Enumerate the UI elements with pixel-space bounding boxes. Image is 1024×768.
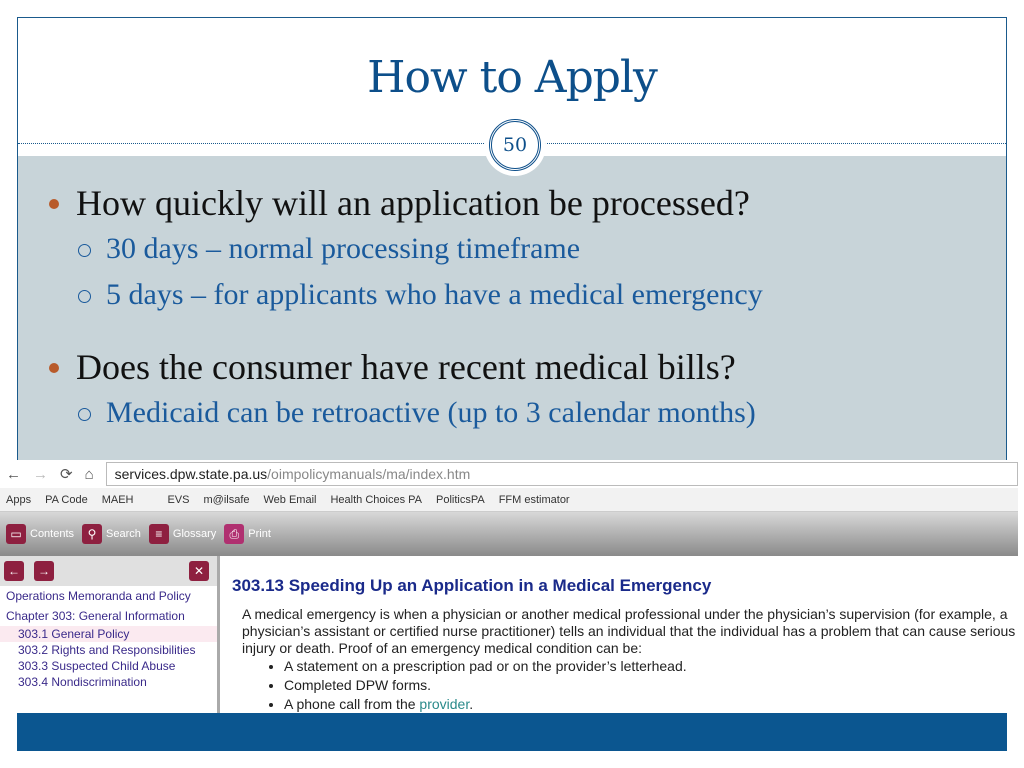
bookmarks-bar [0, 488, 1018, 512]
footer-bar [17, 713, 1007, 751]
address-bar[interactable]: services.dpw.state.pa.us /oimpolicymanuals/ma/index.htm [106, 462, 1018, 486]
home-icon[interactable]: ⌂ [84, 465, 94, 483]
ring-bullet-icon [78, 290, 91, 303]
bookmark[interactable]: MAEH [101, 493, 134, 506]
reload-icon[interactable]: ⟳ [60, 466, 73, 483]
tree-item[interactable]: 303.2 Rights and Responsibilities [18, 643, 196, 657]
bookmark[interactable]: m@ilsafe [203, 493, 250, 506]
print-icon: ⎙ [224, 524, 244, 544]
folder-icon: ▭ [6, 524, 26, 544]
bookmark[interactable]: FFM estimator [498, 493, 570, 506]
ring-bullet-icon [78, 408, 91, 421]
sub-bullet: 5 days – for applicants who have a medical emergency [106, 278, 763, 312]
forward-arrow-icon[interactable]: → [34, 561, 54, 581]
back-icon[interactable]: ← [6, 465, 21, 483]
glossary-icon: ≡ [149, 524, 169, 544]
tree-item[interactable]: 303.3 Suspected Child Abuse [18, 659, 176, 673]
nav-bar [0, 460, 1018, 488]
list-item: • A statement on a prescription pad or on the provider’s letterhead. [284, 657, 1018, 676]
tree-item[interactable]: 303.1 General Policy [0, 626, 217, 642]
contents-pane [0, 556, 220, 714]
tree-folder[interactable]: Operations Memoranda and Policy [6, 589, 191, 603]
tree-item[interactable]: 303.4 Nondiscrimination [18, 675, 147, 689]
content-pane [232, 576, 1018, 714]
list-item: • A phone call from the provider. [284, 695, 1018, 714]
contents-button[interactable]: ▭ Contents [6, 524, 74, 544]
bookmark[interactable]: Health Choices PA [330, 493, 422, 506]
bookmark[interactable]: PA Code [45, 493, 88, 506]
slide-body [18, 156, 1006, 462]
list-item: • Completed DPW forms. [284, 676, 1018, 695]
close-icon[interactable]: ✕ [189, 561, 209, 581]
back-arrow-icon[interactable]: ← [4, 561, 24, 581]
help-toolbar [0, 512, 1018, 556]
bookmark[interactable]: Web Email [263, 493, 317, 506]
sub-bullet: Medicaid can be retroactive (up to 3 calendar months) [106, 396, 756, 430]
tree-folder[interactable]: Chapter 303: General Information [6, 609, 185, 623]
question: How quickly will an application be processed? [76, 182, 750, 224]
forward-icon[interactable]: → [33, 465, 48, 483]
slide-title: How to Apply [367, 52, 657, 103]
search-icon: ⚲ [82, 524, 102, 544]
print-button[interactable]: ⎙ Print [224, 524, 271, 544]
ring-bullet-icon [78, 244, 91, 257]
slide-number-badge: 50 [484, 114, 546, 176]
paragraph: A medical emergency is when a physician or another medical professional under the physician’s supervision (for example, a physician’s assistant or certified nurse practitioner) tells an individual that the individual has a problem that can cause serious injury or death. Proof of an emergency medical condition can be: [242, 606, 1016, 656]
glossary-button[interactable]: ≡ Glossary [149, 524, 216, 544]
bullet-icon [49, 363, 59, 373]
section-heading: 303.13 Speeding Up an Application in a Medical Emergency [232, 576, 712, 595]
provider-link[interactable]: provider [419, 696, 470, 712]
bookmark[interactable]: EVS [167, 493, 190, 506]
bullet-icon [49, 199, 59, 209]
bookmark[interactable]: Apps [6, 493, 32, 506]
bookmark[interactable]: PoliticsPA [436, 493, 485, 506]
browser-screenshot [0, 460, 1018, 714]
question: Does the consumer have recent medical bills? [76, 346, 736, 388]
sub-bullet: 30 days – normal processing timeframe [106, 232, 580, 266]
search-button[interactable]: ⚲ Search [82, 524, 141, 544]
